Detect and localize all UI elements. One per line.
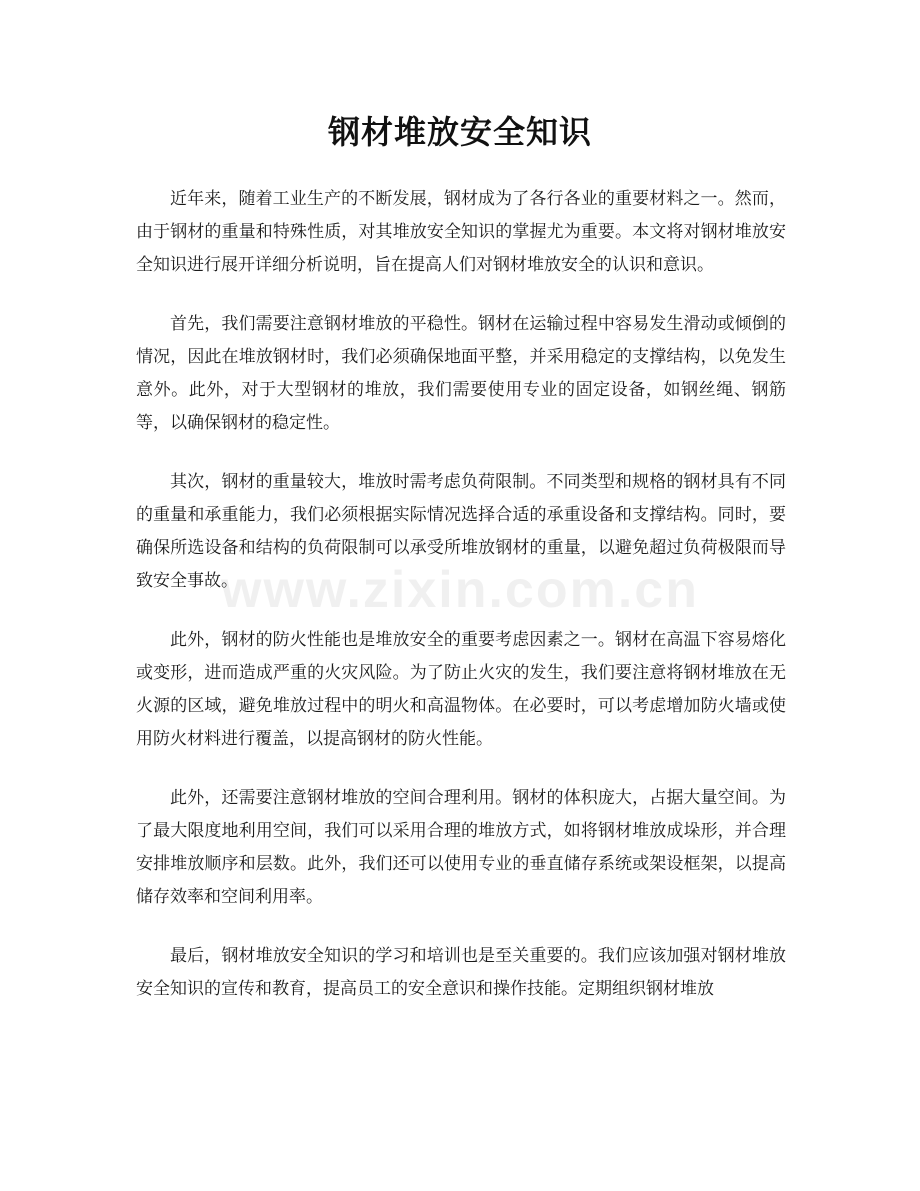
paragraph-training: 最后，钢材堆放安全知识的学习和培训也是至关重要的。我们应该加强对钢材堆放安全知识的宣传和教育，提高员工的安全意识和操作技能。定期组织钢材堆放 [136, 946, 786, 999]
paragraph-space-usage: 此外，还需要注意钢材堆放的空间合理利用。钢材的体积庞大，占据大量空间。为了最大限度地利用空间，我们可以采用合理的堆放方式，如将钢材堆放成垛形，并合理安排堆放顺序和层数。此外，我们还可以使用专业的垂直储存系统或架设框架，以提高储存效率和空间利用率。 [136, 788, 786, 907]
paragraph-fire-safety: 此外，钢材的防火性能也是堆放安全的重要考虑因素之一。钢材在高温下容易熔化或变形，进而造成严重的火灾风险。为了防止火灾的发生，我们要注意将钢材堆放在无火源的区域，避免堆放过程中的明火和高温物体。在必要时，可以考虑增加防火墙或使用防火材料进行覆盖，以提高钢材的防火性能。 [136, 630, 786, 749]
paragraph-intro: 近年来，随着工业生产的不断发展，钢材成为了各行各业的重要材料之一。然而，由于钢材的重量和特殊性质，对其堆放安全知识的掌握尤为重要。本文将对钢材堆放安全知识进行展开详细分析说明，旨在提高人们对钢材堆放安全的认识和意识。 [136, 189, 786, 275]
paragraph-load-limit: 其次，钢材的重量较大，堆放时需考虑负荷限制。不同类型和规格的钢材具有不同的重量和承重能力，我们必须根据实际情况选择合适的承重设备和支撑结构。同时，要确保所选设备和结构的负荷限制可以承受所堆放钢材的重量，以避免超过负荷极限而导致安全事故。 [136, 472, 786, 591]
document-title: 钢材堆放安全知识 [327, 113, 592, 151]
document-body [136, 183, 786, 1032]
paragraph-stability: 首先，我们需要注意钢材堆放的平稳性。钢材在运输过程中容易发生滑动或倾倒的情况，因此在堆放钢材时，我们必须确保地面平整，并采用稳定的支撑结构，以免发生意外。此外，对于大型钢材的堆放，我们需要使用专业的固定设备，如钢丝绳、钢筋等，以确保钢材的稳定性。 [136, 314, 786, 433]
watermark-text: www.zixin.com.cn [221, 561, 699, 619]
